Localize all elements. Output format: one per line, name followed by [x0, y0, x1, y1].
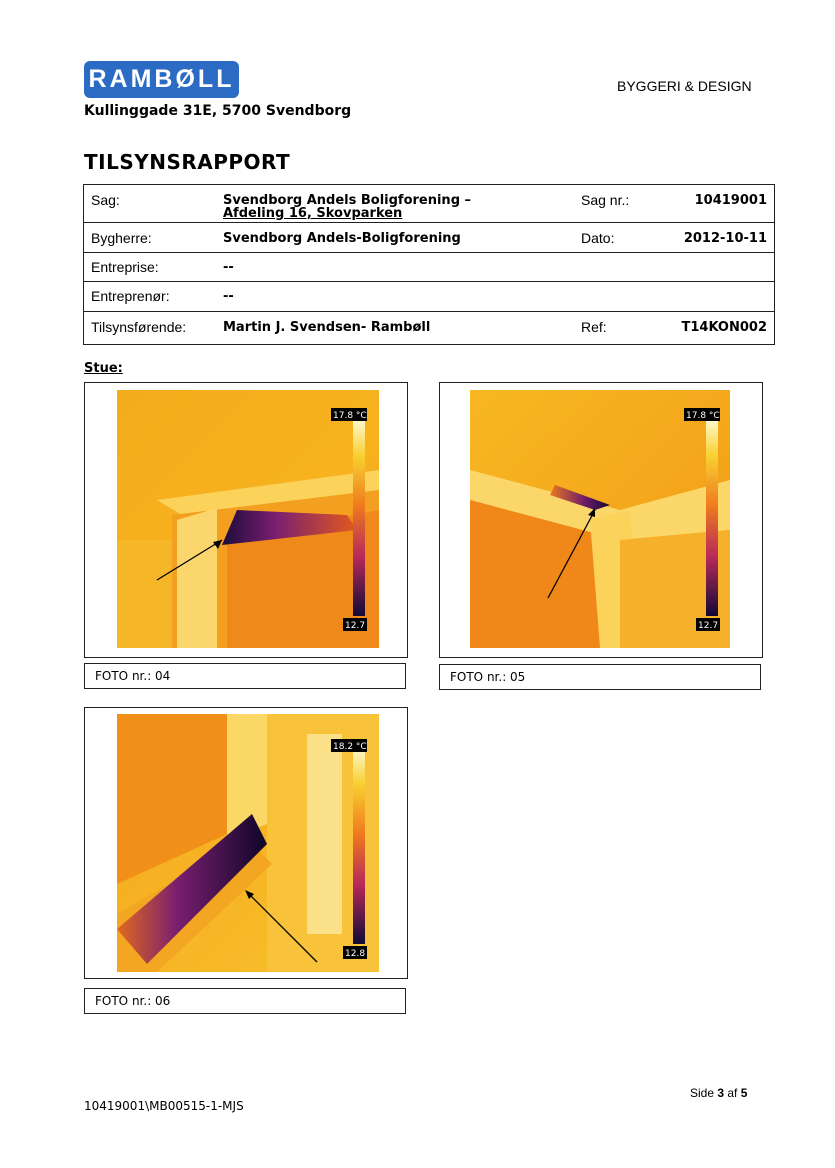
company-address: Kullinggade 31E, 5700 Svendborg	[84, 103, 352, 119]
sag-nr-value: 10419001	[660, 185, 775, 223]
entreprise-label: Entreprise:	[84, 253, 217, 282]
table-row	[84, 253, 775, 282]
scale-max-label: 18.2 °C	[333, 742, 367, 752]
document-reference: 10419001\MB00515-1-MJS	[84, 1099, 244, 1113]
tilsyn-value: Martin J. Svendsen- Rambøll	[216, 312, 574, 345]
scale-min-label: 12.7	[698, 621, 719, 631]
dato-value: 2012-10-11	[660, 223, 775, 253]
tilsyn-label: Tilsynsførende:	[84, 312, 217, 345]
scale-min-label: 12.7	[345, 621, 366, 631]
rambøll-logo: RAMBØLL	[84, 61, 239, 98]
entreprenor-label: Entreprenør:	[84, 282, 217, 312]
photo-caption-05: FOTO nr.: 05	[439, 664, 761, 690]
entreprenor-value: --	[216, 282, 775, 312]
thermal-image-04	[117, 390, 379, 648]
dato-label: Dato:	[574, 223, 660, 253]
report-info-table	[83, 184, 775, 345]
page-title: TILSYNSRAPPORT	[84, 150, 291, 174]
sag-label: Sag:	[84, 185, 217, 223]
division-label: BYGGERI & DESIGN	[617, 78, 752, 94]
table-row	[84, 223, 775, 253]
page-number: Side 3 af 5	[690, 1086, 748, 1100]
thermal-photo-06-frame	[84, 707, 408, 979]
table-row	[84, 282, 775, 312]
ref-value: T14KON002	[660, 312, 775, 345]
thermal-photo-05-frame	[439, 382, 763, 658]
entreprise-value: --	[216, 253, 775, 282]
temperature-scale-bar	[706, 416, 718, 616]
temperature-scale-bar	[353, 416, 365, 616]
section-heading: Stue:	[84, 361, 123, 376]
thermal-photo-04-frame	[84, 382, 408, 658]
ref-label: Ref:	[574, 312, 660, 345]
bygherre-label: Bygherre:	[84, 223, 217, 253]
thermal-image-05	[470, 390, 730, 648]
scale-max-label: 17.8 °C	[333, 411, 367, 421]
bygherre-value: Svendborg Andels-Boligforening	[216, 223, 574, 253]
sag-nr-label: Sag nr.:	[574, 185, 660, 223]
table-row	[84, 185, 775, 223]
scale-max-label: 17.8 °C	[686, 411, 720, 421]
thermal-image-06	[117, 714, 379, 972]
photo-caption-06: FOTO nr.: 06	[84, 988, 406, 1014]
photo-caption-04: FOTO nr.: 04	[84, 663, 406, 689]
scale-min-label: 12.8	[345, 949, 366, 959]
sag-value: Svendborg Andels Boligforening – Afdeling 16, Skovparken	[216, 185, 574, 223]
temperature-scale-bar	[353, 744, 365, 944]
table-row	[84, 312, 775, 345]
